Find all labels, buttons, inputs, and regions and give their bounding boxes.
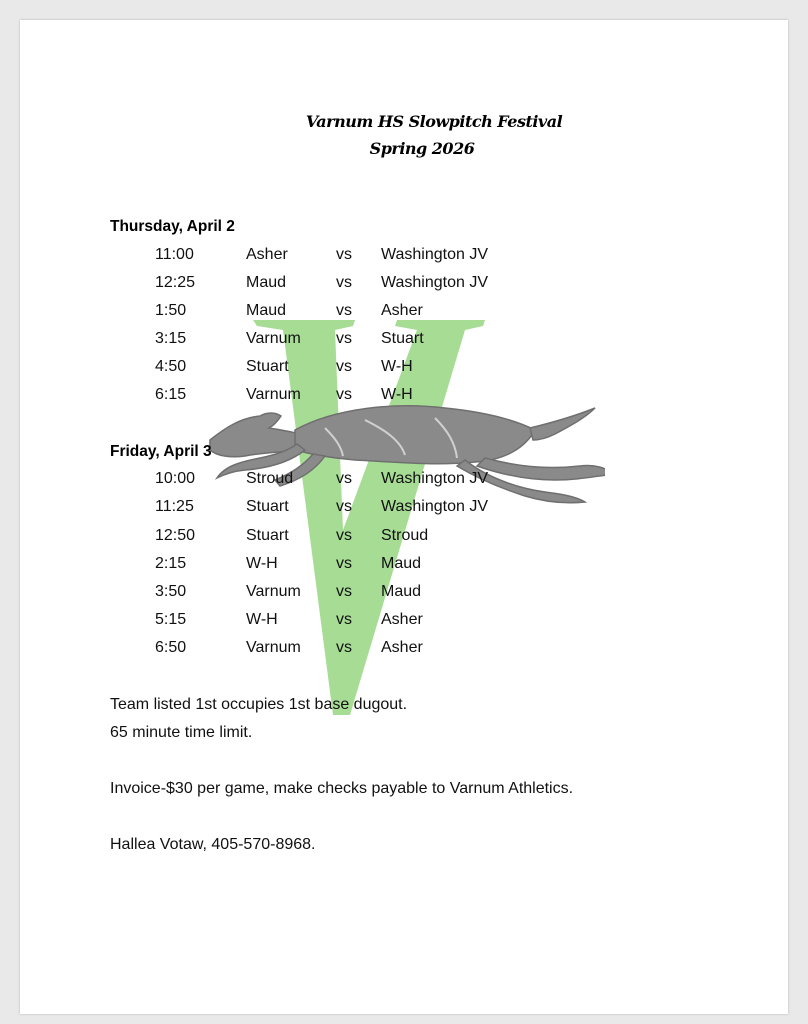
vs-label: vs (336, 611, 352, 628)
vs-label: vs (336, 639, 352, 656)
home-team: Varnum (246, 386, 301, 403)
vs-label: vs (336, 498, 352, 515)
day-heading-thursday: Thursday, April 2 (110, 218, 235, 235)
away-team: W-H (381, 358, 413, 375)
home-team: Stuart (246, 498, 289, 515)
vs-label: vs (336, 358, 352, 375)
home-team: Varnum (246, 583, 301, 600)
game-time: 12:50 (155, 527, 196, 544)
game-time: 12:25 (155, 274, 196, 291)
document-subtitle: Spring 2026 (369, 139, 475, 158)
away-team: Washington JV (381, 470, 489, 487)
day-heading-friday: Friday, April 3 (110, 443, 212, 460)
vs-label: vs (336, 555, 352, 572)
game-time: 6:15 (155, 386, 187, 403)
away-team: Asher (381, 302, 423, 319)
document-title: Varnum HS Slowpitch Festival (305, 112, 563, 131)
contact-info: Hallea Votaw, 405-570-8968. (110, 836, 316, 853)
away-team: Maud (381, 583, 422, 600)
game-time: 3:15 (155, 330, 187, 347)
home-team: Asher (246, 246, 288, 263)
vs-label: vs (336, 583, 352, 600)
game-time: 1:50 (155, 302, 187, 319)
home-team: Stroud (246, 470, 294, 487)
vs-label: vs (336, 246, 352, 263)
game-time: 11:25 (155, 498, 194, 515)
game-time: 5:15 (155, 611, 187, 628)
home-team: W-H (246, 611, 278, 628)
home-team: Varnum (246, 330, 301, 347)
home-team: Maud (246, 302, 287, 319)
home-team: Stuart (246, 358, 289, 375)
away-team: Washington JV (381, 274, 489, 291)
game-time: 6:50 (155, 639, 187, 656)
game-time: 2:15 (155, 555, 187, 572)
away-team: Stroud (381, 527, 429, 544)
home-team: W-H (246, 555, 278, 572)
home-team: Maud (246, 274, 287, 291)
home-team: Varnum (246, 639, 301, 656)
vs-label: vs (336, 274, 352, 291)
away-team: Maud (381, 555, 422, 572)
away-team: Asher (381, 639, 423, 656)
vs-label: vs (336, 470, 352, 487)
dugout-note: Team listed 1st occupies 1st base dugout. (110, 696, 408, 713)
home-team: Stuart (246, 527, 289, 544)
away-team: Stuart (381, 330, 424, 347)
game-time: 3:50 (155, 583, 187, 600)
away-team: Washington JV (381, 498, 489, 515)
away-team: W-H (381, 386, 413, 403)
vs-label: vs (336, 302, 352, 319)
vs-label: vs (336, 386, 352, 403)
vs-label: vs (336, 330, 352, 347)
time-limit-note: 65 minute time limit. (110, 724, 253, 741)
game-time: 10:00 (155, 470, 196, 487)
invoice-note: Invoice-$30 per game, make checks payable to Varnum Athletics. (110, 780, 574, 797)
away-team: Washington JV (381, 246, 489, 263)
game-time: 11:00 (155, 246, 194, 263)
vs-label: vs (336, 527, 352, 544)
away-team: Asher (381, 611, 423, 628)
game-time: 4:50 (155, 358, 187, 375)
